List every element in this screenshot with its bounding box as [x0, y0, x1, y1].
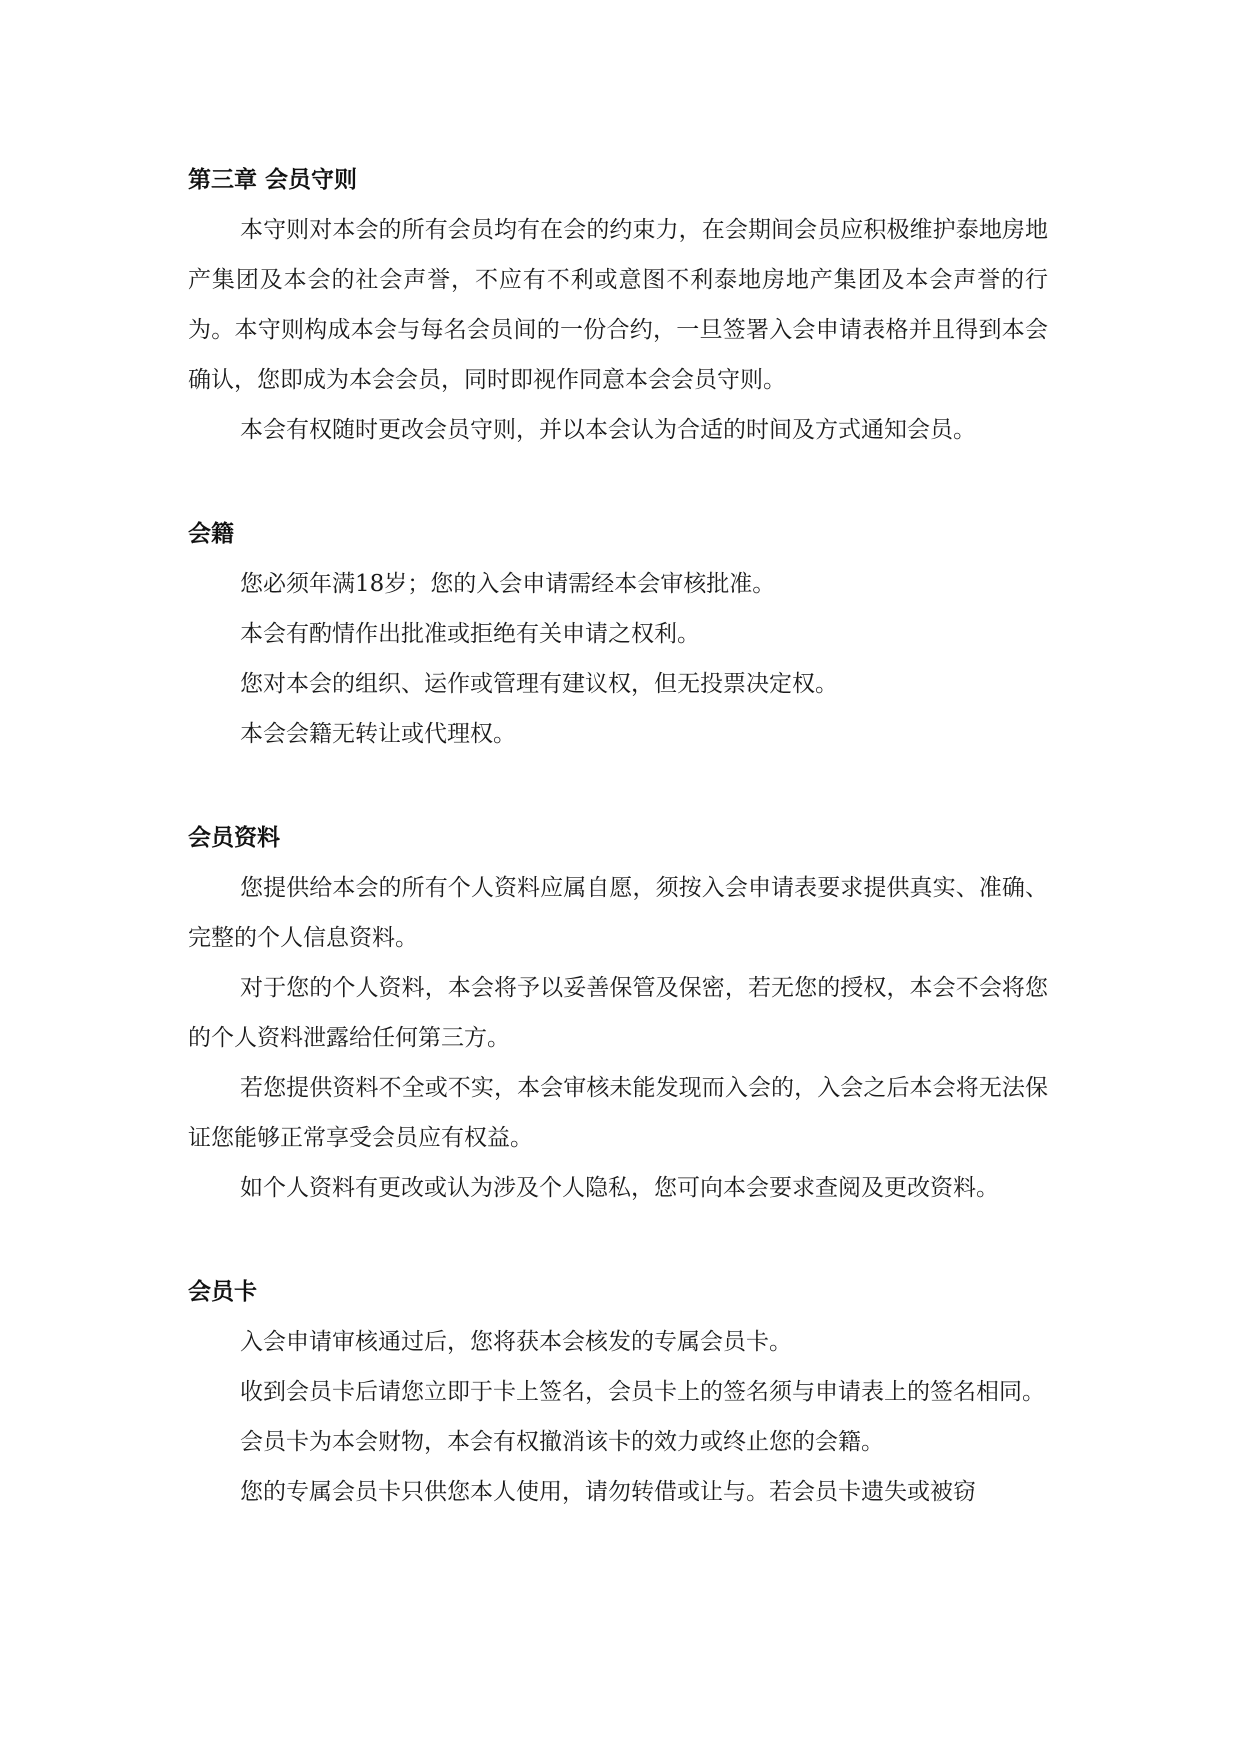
section-paragraph: 对于您的个人资料，本会将予以妥善保管及保密，若无您的授权，本会不会将您的个人资料泄露给任何第三方。: [188, 975, 1048, 1051]
section-paragraph: 如个人资料有更改或认为涉及个人隐私，您可向本会要求查阅及更改资料。: [240, 1175, 999, 1201]
section-paragraph: 收到会员卡后请您立即于卡上签名，会员卡上的签名须与申请表上的签名相同。: [240, 1379, 1045, 1405]
section-paragraph: 若您提供资料不全或不实，本会审核未能发现而入会的，入会之后本会将无法保证您能够正常享受会员应有权益。: [188, 1075, 1048, 1151]
section-spacer: [188, 759, 1048, 813]
section-member-card: [188, 1267, 1048, 1517]
section-spacer: [188, 1213, 1048, 1267]
document-body: [188, 155, 1048, 1517]
section-paragraph: 您提供给本会的所有个人资料应属自愿，须按入会申请表要求提供真实、准确、完整的个人信息资料。: [188, 875, 1048, 951]
chapter-heading: 第三章 会员守则: [188, 167, 358, 193]
section-membership: [188, 509, 1048, 759]
section-paragraph: 会员卡为本会财物，本会有权撤消该卡的效力或终止您的会籍。: [240, 1429, 884, 1455]
section-paragraph: 您对本会的组织、运作或管理有建议权，但无投票决定权。: [240, 671, 838, 697]
section-paragraph: 您的专属会员卡只供您本人使用，请勿转借或让与。若会员卡遗失或被窃: [240, 1479, 976, 1505]
section-heading: 会籍: [188, 521, 234, 547]
section-member-info: [188, 813, 1048, 1213]
section-paragraph: 入会申请审核通过后，您将获本会核发的专属会员卡。: [240, 1329, 792, 1355]
section-heading: 会员资料: [188, 825, 280, 851]
section-spacer: [188, 455, 1048, 509]
intro-paragraph: 本守则对本会的所有会员均有在会的约束力，在会期间会员应积极维护泰地房地产集团及本会的社会声誉，不应有不利或意图不利泰地房地产集团及本会声誉的行为。本守则构成本会与每名会员间的一份合约，一旦签署入会申请表格并且得到本会确认，您即成为本会会员，同时即视作同意本会会员守则。: [188, 217, 1048, 393]
section-paragraph: 本会会籍无转让或代理权。: [240, 721, 516, 747]
section-paragraph: 您必须年满18岁；您的入会申请需经本会审核批准。: [240, 571, 776, 597]
section-paragraph: 本会有酌情作出批准或拒绝有关申请之权利。: [240, 621, 700, 647]
intro-paragraph: 本会有权随时更改会员守则，并以本会认为合适的时间及方式通知会员。: [240, 417, 976, 443]
section-heading: 会员卡: [188, 1279, 257, 1305]
